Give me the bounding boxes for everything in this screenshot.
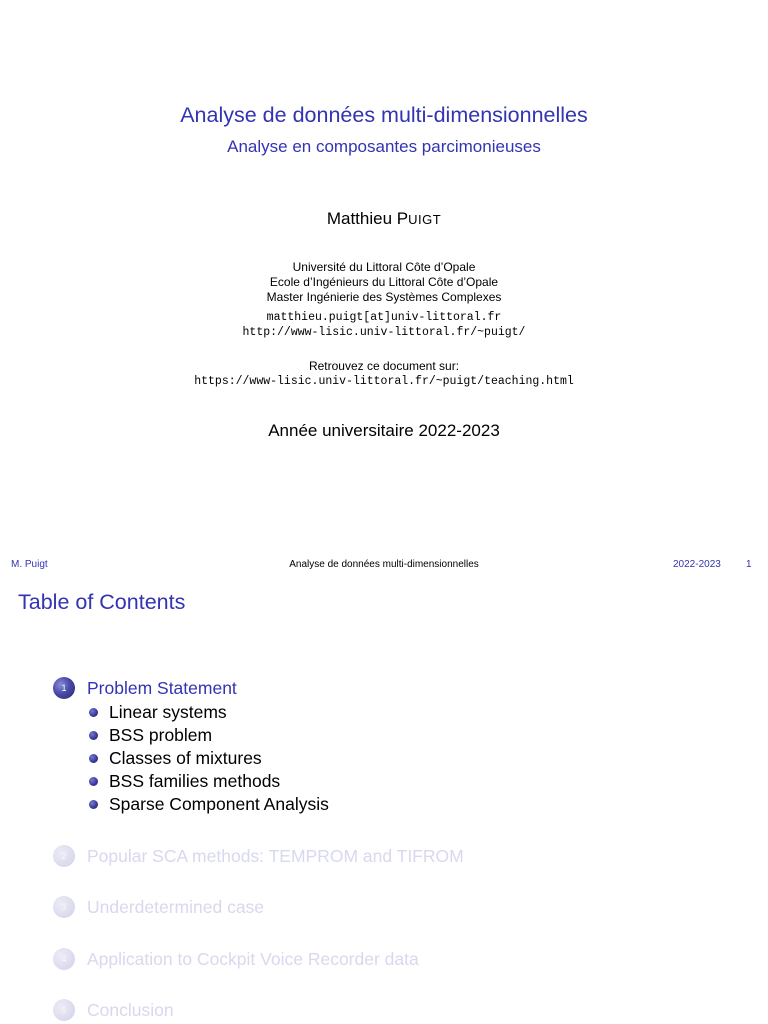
toc-section-label: Problem Statement <box>87 677 237 698</box>
author-homepage-link[interactable]: http://www-lisic.univ-littoral.fr/~puigt/ <box>242 326 526 339</box>
bullet-icon <box>89 800 98 809</box>
slide-footer <box>0 559 768 573</box>
toc-section-label: Application to Cockpit Voice Recorder data <box>87 948 419 969</box>
author-name <box>0 209 768 229</box>
bullet-icon <box>89 731 98 740</box>
academic-year: Année universitaire 2022-2023 <box>268 421 500 440</box>
section-number-ball-icon: 4 <box>53 948 75 970</box>
section-number-ball-icon: 3 <box>53 896 75 918</box>
institution-block <box>0 260 768 305</box>
toc-subsection-label: BSS problem <box>109 725 213 745</box>
presentation-title: Analyse de données multi-dimensionnelles <box>180 103 588 127</box>
toc-subsection-label: Sparse Component Analysis <box>109 794 329 814</box>
document-location-block <box>0 359 768 389</box>
footer-page-number: 1 <box>746 559 752 570</box>
section-number-ball-icon: 5 <box>53 999 75 1021</box>
footer-year: 2022-2023 <box>673 559 721 570</box>
toc-subsection-label: BSS families methods <box>109 771 281 791</box>
bullet-icon <box>89 754 98 763</box>
institution-line: Ecole d’Ingénieurs du Littoral Côte d’Opale <box>269 275 499 289</box>
document-url-link[interactable]: https://www-lisic.univ-littoral.fr/~puigt/teaching.html <box>194 375 574 388</box>
toc-section-label: Popular SCA methods: TEMPROM and TIFROM <box>87 845 464 866</box>
toc-subsection-item[interactable] <box>89 701 329 724</box>
toc-title: Table of Contents <box>18 590 186 614</box>
toc-slide <box>0 576 768 1024</box>
bullet-icon <box>89 708 98 717</box>
toc-subsection-list <box>89 701 329 816</box>
toc-section-1[interactable] <box>53 676 237 700</box>
toc-section-4[interactable] <box>53 947 419 971</box>
toc-section-label: Underdetermined case <box>87 896 265 917</box>
toc-subsection-item[interactable] <box>89 724 329 747</box>
document-location-label: Retrouvez ce document sur: <box>308 359 460 373</box>
toc-subsection-label: Classes of mixtures <box>109 748 262 768</box>
institution-line: Université du Littoral Côte d’Opale <box>292 260 476 274</box>
toc-section-2[interactable] <box>53 844 464 868</box>
contact-block <box>0 310 768 340</box>
toc-section-label: Conclusion <box>87 999 174 1020</box>
section-number-ball-icon: 2 <box>53 845 75 867</box>
author-last-name-initial: P <box>396 209 409 228</box>
toc-subsection-item[interactable] <box>89 747 329 770</box>
toc-section-3[interactable] <box>53 895 264 919</box>
footer-title: Analyse de données multi-dimensionnelles <box>289 559 479 570</box>
institution-line: Master Ingénierie des Systèmes Complexes <box>266 290 502 304</box>
author-first-name: Matthieu <box>326 209 397 228</box>
toc-section-5[interactable] <box>53 998 174 1022</box>
section-number-ball-icon: 1 <box>53 677 75 699</box>
footer-author: M. Puigt <box>11 559 48 570</box>
toc-subsection-label: Linear systems <box>109 702 227 722</box>
bullet-icon <box>89 777 98 786</box>
toc-subsection-item[interactable] <box>89 793 329 816</box>
author-last-name-smallcaps: UIGT <box>408 212 442 227</box>
presentation-subtitle: Analyse en composantes parcimonieuses <box>227 137 541 156</box>
toc-subsection-item[interactable] <box>89 770 329 793</box>
author-email: matthieu.puigt[at]univ-littoral.fr <box>266 311 502 324</box>
